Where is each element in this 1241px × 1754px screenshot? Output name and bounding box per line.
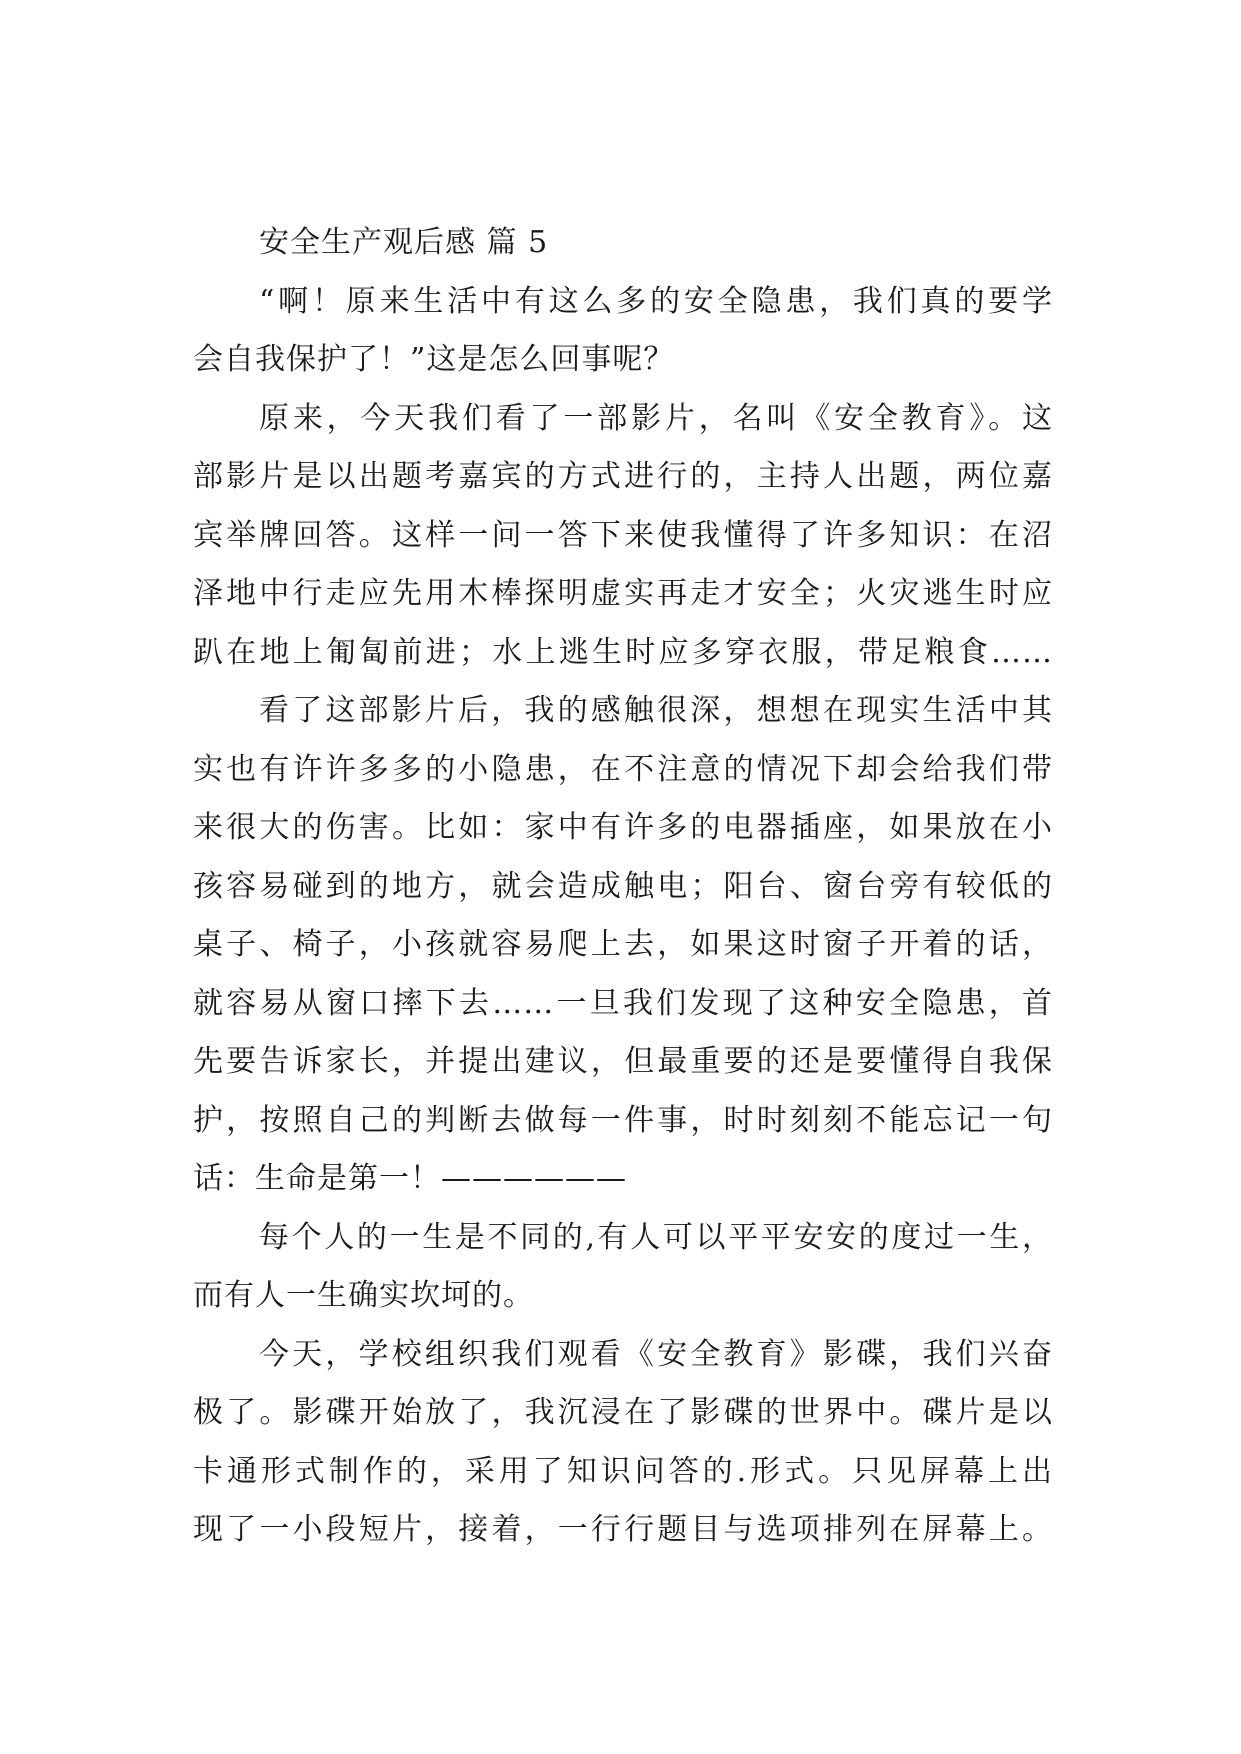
paragraph-4-line-2: 而有人一生确实坎坷的。 [193,1278,534,1313]
paragraph-2-line-3: 宾举牌回答。这样一问一答下来使我懂得了许多知识：在沼 [193,517,1053,553]
paragraph-3-line-5: 桌子、椅子，小孩就容易爬上去，如果这时窗子开着的话， [193,927,1053,962]
paragraph-3-line-6: 就容易从窗口摔下去……一旦我们发现了这种安全隐患，首 [193,985,1053,1021]
paragraph-3-line-8: 护，按照自己的判断去做每一件事，时时刻刻不能忘记一句 [193,1102,1053,1138]
paragraph-3-line-7: 先要告诉家长，并提出建议，但最重要的还是要懂得自我保 [193,1044,1053,1079]
paragraph-2-line-5: 趴在地上匍匐前进；水上逃生时应多穿衣服，带足粮食…… [193,634,1053,670]
paragraph-3-line-4: 孩容易碰到的地方，就会造成触电；阳台、窗台旁有较低的 [193,868,1053,904]
paragraph-2-line-2: 部影片是以出题考嘉宾的方式进行的，主持人出题，两位嘉 [193,459,1053,494]
paragraph-5-line-4: 现了一小段短片，接着，一行行题目与选项排列在屏幕上。 [193,1512,1053,1547]
paragraph-2-line-1: 原来，今天我们看了一部影片，名叫《安全教育》。这 [259,400,1053,436]
paragraph-3-line-1: 看了这部影片后，我的感触很深，想想在现实生活中其 [259,693,1053,728]
paragraph-3-line-9: 话：生命是第一！—————— [193,1161,627,1196]
paragraph-1-line-2: 会自我保护了！”这是怎么回事呢？ [193,342,675,377]
paragraph-3-line-3: 来很大的伤害。比如：家中有许多的电器插座，如果放在小 [193,810,1053,845]
document-body [193,214,1053,1560]
paragraph-5-line-3: 卡通形式制作的，采用了知识问答的.形式。只见屏幕上出 [193,1453,1053,1489]
paragraph-5-line-2: 极了。影碟开始放了，我沉浸在了影碟的世界中。碟片是以 [193,1395,1053,1430]
paragraph-1-line-1: “啊！原来生活中有这么多的安全隐患，我们真的要学 [259,283,1053,319]
paragraph-2-line-4: 泽地中行走应先用木棒探明虚实再走才安全；火灾逃生时应 [193,576,1053,611]
paragraph-3-line-2: 实也有许许多多的小隐患，在不注意的情况下却会给我们带 [193,751,1053,787]
paragraph-5-line-1: 今天，学校组织我们观看《安全教育》影碟，我们兴奋 [259,1336,1053,1372]
document-title: 安全生产观后感 篇 5 [259,225,549,260]
paragraph-4-line-1: 每个人的一生是不同的,有人可以平平安安的度过一生， [259,1219,1053,1255]
